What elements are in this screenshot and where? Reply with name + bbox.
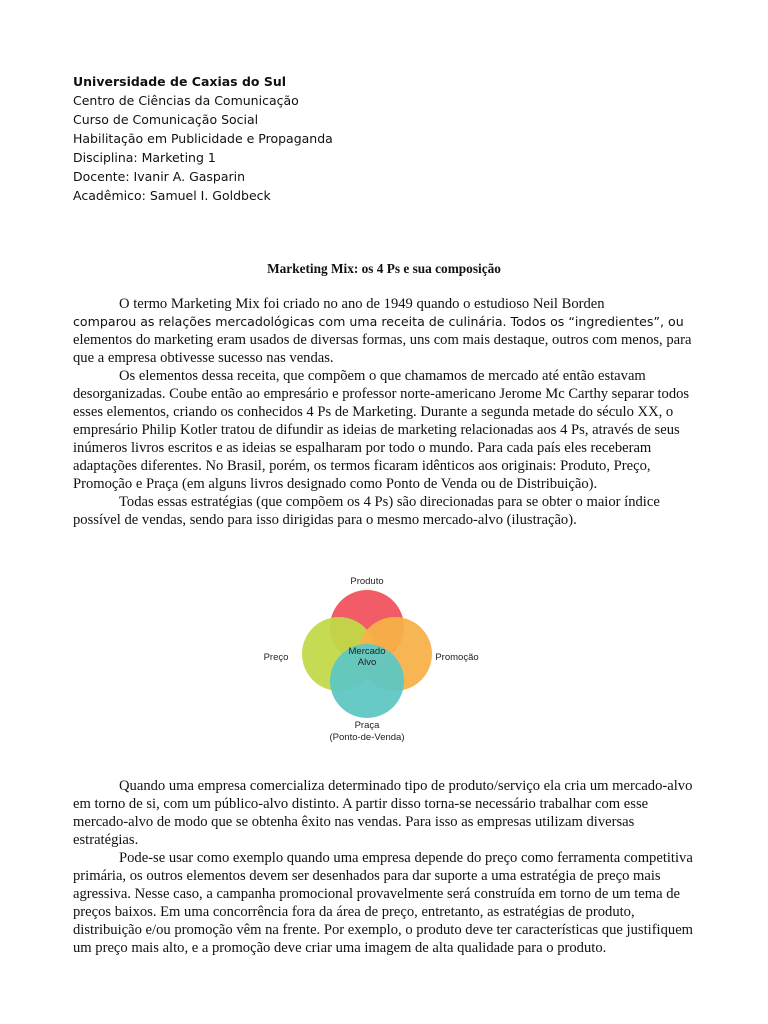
paragraph-1 (73, 295, 699, 367)
product-label: Produto (350, 576, 384, 587)
body-section-1 (73, 295, 699, 529)
paragraph-4: Quando uma empresa comercializa determinado tipo de produto/serviço ela cria um mercado-alvo em torno de si, com um público-alvo distinto. A partir disso torna-se necessário trabalhar com esse mercado-alvo de modo que se obtenha êxito nas vendas. Para isso as empresas utilizam diversas estratégias. (73, 778, 693, 848)
habilitation-name: Habilitação em Publicidade e Propaganda (73, 131, 333, 146)
center-name: Centro de Ciências da Comunicação (73, 93, 299, 108)
center-label-line1: Mercado (348, 646, 386, 657)
course-name: Curso de Comunicação Social (73, 112, 259, 127)
marketing-mix-venn-diagram (250, 568, 500, 748)
student-name: Acadêmico: Samuel I. Goldbeck (73, 188, 271, 203)
discipline-name: Disciplina: Marketing 1 (73, 150, 216, 165)
price-label: Preço (263, 652, 289, 663)
paragraph-2: Os elementos dessa receita, que compõem o que chamamos de mercado até então estavam desorganizadas. Coube então ao empresário e professor norte-americano Jerome Mc Carthy separar todos esses elementos, criando os conhecidos 4 Ps de Marketing. Durante a segunda metade do século XX, o empresário Philip Kotler tratou de difundir as ideias de marketing relacionadas aos 4 Ps, através de seus inúmeros livros escritos e as ideias se espalharam por todo o mundo. Para cada país eles receberam adaptações diferentes. No Brasil, porém, os termos ficaram idênticos aos originais: Produto, Preço, Promoção e Praça (em alguns livros designado como Ponto de Venda ou de Distribuição). (73, 368, 690, 492)
paragraph-1-part-a: O termo Marketing Mix foi criado no ano de 1949 quando o estudioso Neil Borden (119, 296, 605, 312)
university-name: Universidade de Caxias do Sul (73, 74, 287, 89)
paragraph-1-part-c: elementos do marketing eram usados de diversas formas, uns com mais destaque, outros com menos, para que a empresa obtivesse sucesso nas vendas. (73, 332, 692, 366)
body-section-2 (73, 777, 699, 957)
teacher-name: Docente: Ivanir A. Gasparin (73, 169, 246, 184)
place-sublabel: (Ponto-de-Venda) (329, 732, 405, 743)
paragraph-3: Todas essas estratégias (que compõem os 4 Ps) são direcionadas para se obter o maior índice possível de vendas, sendo para isso dirigidas para o mesmo mercado-alvo (ilustração). (73, 494, 660, 528)
document-title: Marketing Mix: os 4 Ps e sua composição (267, 261, 501, 276)
paragraph-1-part-b: comparou as relações mercadológicas com uma receita de culinária. Todos os “ingredientes”, ou (73, 314, 684, 329)
place-label: Praça (354, 720, 380, 731)
paragraph-5: Pode-se usar como exemplo quando uma empresa depende do preço como ferramenta competitiva primária, os outros elementos devem ser desenhados para dar suporte a uma estratégia de preço mais agressiva. Nesse caso, a campanha promocional provavelmente será construída em torno de um tema de preços baixos. Em uma concorrência fora da área de preço, entretanto, as estratégias de produto, distribuição e/ou promoção vêm na frente. Por exemplo, o produto deve ter características que justifiquem um preço mais alto, e a promoção deve criar uma imagem de alta qualidade para o produto. (73, 850, 694, 956)
center-label-line2: Alvo (357, 657, 377, 668)
promotion-label: Promoção (435, 652, 479, 663)
document-header (73, 72, 333, 205)
